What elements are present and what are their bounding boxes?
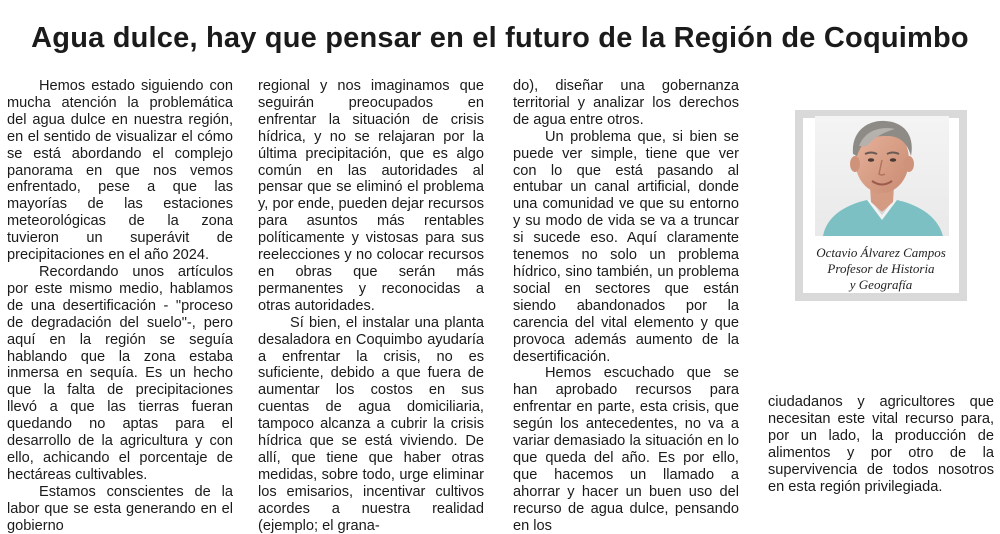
paragraph: ciudadanos y agricultores que necesitan este vital recurso para, por un lado, la producción de alimentos y por otro de la supervivencia de todos nosotros en esta región privilegiada. xyxy=(768,394,994,495)
paragraph: Un problema que, si bien se puede ver simple, tiene que ver con lo que está pasando al entubar un canal artificial, donde una comunidad ve que su entorno y su modo de vida se va a truncar si sucede eso. Aquí claramente tenemos no solo un problema hídrico, sino también, un problema social en sectores que están siendo abandonados por la carencia del vital elemento y que provoca además aumento de la desertificación. xyxy=(513,128,739,365)
paragraph: do), diseñar una gobernanza territorial y analizar los derechos de agua entre otros. xyxy=(513,78,739,128)
paragraph: Hemos estado siguiendo con mucha atención la problemática del agua dulce en nuestra región, en el sentido de visualizar el cómo se está abordando el complejo panorama en que nos vemos enfrentado, pese a que las mayorías de las estaciones meteorológicas de la zona tuvieron un superávit de precipitaciones en el año 2024. xyxy=(7,78,233,264)
text-column-2 xyxy=(258,78,484,534)
author-photo xyxy=(815,116,949,236)
text-column-4 xyxy=(768,394,994,495)
paragraph: Recordando unos artículos por este mismo medio, hablamos de una desertificación - "proceso de degradación del suelo"-, pero aquí en la región se seguía hablando que la zona estaba inmersa en sequía. Es un hecho que la falta de precipitaciones llevó a que las tierras fueran quedando no aptas para el desarrollo de la agricultura y con ello, achicando el porcentaje de hectáreas cultivables. xyxy=(7,263,233,483)
author-box xyxy=(795,110,967,300)
paragraph: regional y nos imaginamos que seguirán preocupados en enfrentar la situación de crisis hídrica, y no se relajaran por la última precipitación, que es algo común en las autoridades al pensar que se eliminó el problema y, por ende, pueden dejar recursos para asuntos más rentables políticamente y vistosas para sus reelecciones y no colocar recursos en obras que serán más permanentes y reconocidas a otras autoridades. xyxy=(258,78,484,314)
paragraph: Estamos conscientes de la labor que se esta generando en el gobierno xyxy=(7,483,233,534)
text-column-1 xyxy=(7,78,233,534)
paragraph: Hemos escuchado que se han aprobado recursos para enfrentar en parte, esta crisis, que según los antecedentes, no va a variar demasiado la situación en lo que queda del año. Es por ello, que hacemos un llamado a ahorrar y hacer un buen uso del recurso de agua dulce, pensando en los xyxy=(513,365,739,534)
author-portrait-image xyxy=(815,116,949,236)
author-caption xyxy=(803,245,959,293)
author-name: Octavio Álvarez Campos xyxy=(816,245,946,260)
article-title: Agua dulce, hay que pensar en el futuro de la Región de Coquimbo xyxy=(31,22,969,54)
paragraph: Sí bien, el instalar una planta desaladora en Coquimbo ayudaría a enfrentar la crisis, no es suficiente, debido a que fuera de aumentar los costos en sus cuentas de agua domiciliaria, tampoco alcanza a cubrir la crisis hídrica que se está viviendo. De allí, que tiene que haber otras medidas, sobre todo, urge eliminar los emisarios, incentivar cultivos acordes a nuestra realidad (ejemplo; el grana- xyxy=(258,314,484,534)
author-role: y Geografía xyxy=(849,277,913,292)
text-column-3 xyxy=(513,78,739,534)
author-role: Profesor de Historia xyxy=(827,261,935,276)
